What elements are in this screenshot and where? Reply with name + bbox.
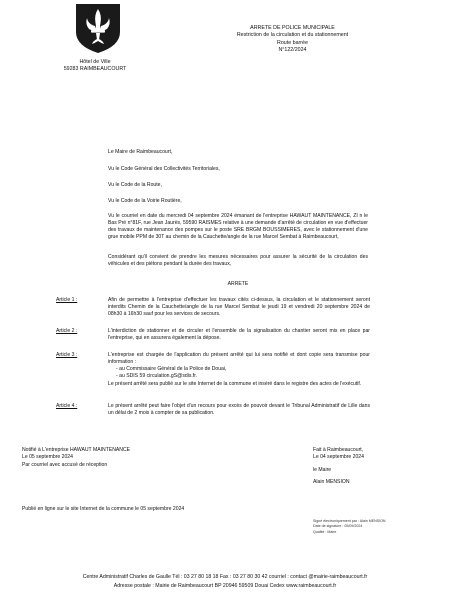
document-subject: Route barrée [277,39,308,46]
publication-notice: Publié en ligne sur le site Internet de la commune le 05 septembre 2024 [22,506,185,512]
document-subtitle: Restriction de la circulation et du stationnement [236,32,349,39]
coat-of-arms-logo [70,2,126,54]
article-3-intro: L'entreprise est chargée de l'application du présent arrêté qui lui sera notifié et dont copie sera transmise pour information : [108,352,370,366]
document-number: N°122/2024 [278,47,307,54]
article-1-label: Article 1 : [56,297,78,303]
signature-name: Alain MENSION [313,479,350,486]
notification-block [22,447,130,469]
page-footer [0,573,450,591]
signature-place: Fait à Raimbeaucourt, [313,447,364,453]
signature-date: Le 04 septembre 2024 [313,454,364,461]
visa-courriel: Vu le courriel en date du mercredi 04 septembre 2024 émanant de l'entreprise HAWAUT MAINTENANCE, ZI n le Bas Pré n°81F, rue Jean Jaurès, 59590 RAISMES relative à une demande d'arrêté de circulation en vue d'effectuer des travaux de maintenance des pompes sur le poste SRE BRGM BOUSSIMERES, avec le stationnement d'une grue mobile PPM de 30T au chemin de la Cauchette/angle de la rue Marcel Sembat à Raimbeaucourt, [108,213,368,241]
article-4-text: Le présent arrêté peut faire l'objet d'un recours pour excès de pouvoir devant le Tribunal Administratif de Lille dans un délai de 2 mois à compter de sa publication. [108,403,370,417]
signature-block [313,447,364,487]
mayor-line: Le Maire de Raimbeaucourt, [108,149,173,155]
article-3-body [108,352,370,388]
footer-contact: Centre Administratif Charles de Gaulle Tél : 03 27 80 18 18 Fax : 03 27 80 30 42 courriel : contact @mairie-raimbeaucourt.fr [82,574,368,580]
esign-signer: Signé électroniquement par : Alain MENSION [313,519,386,523]
town-postcode: 59283 RAIMBEAUCOURT [63,66,127,73]
arrete-title: ARRETE [227,281,249,287]
town-hall-label: Hôtel de Ville [79,59,111,65]
article-3-recipient-police: - au Commissaire Général de la Police de Douai, [116,366,227,373]
town-hall-address [50,59,140,74]
considerant: Considérant qu'il convient de prendre les mesures nécessaires pour assurer la sécurité de la circulation des véhicules et des piétons pendant la durée des travaux, [108,254,368,268]
article-3-recipient-sdis: - au SDIS 59 circulation.gS@sdis.fr. [116,373,198,380]
notification-method: Par courriel avec accusé de réception [22,461,108,468]
esign-quality: Qualité : Maire [313,529,337,534]
notification-recipient: Notifié à L'entreprise HAWAUT MAINTENANCE [22,447,131,453]
document-header [215,25,370,55]
visa-cgct: Vu le Code Général des Collectivités Territoriales, [108,166,220,172]
visa-voirie: Vu le Code de la Voirie Routière, [108,198,182,204]
article-4-label: Article 4 : [56,403,78,409]
signature-role: le Maire [313,466,332,473]
article-2-text: L'interdiction de stationner et de circuler et l'ensemble de la signalisation du chantier seront mis en place par l'entreprise, qui en assurera également la dépose. [108,328,370,342]
article-2-label: Article 2 : [56,328,78,334]
electronic-signature [313,519,386,535]
article-3-label: Article 3 : [56,352,78,358]
article-1-text: Afin de permettre à l'entreprise d'effectuer les travaux cités ci-dessus, la circulation et le stationnement seront interdits Chemin de la Cauchette/angle de la rue Marcel Sembat le jeudi 19 et vendredi 20 septembre 2024 de 08h30 à 16h30 sauf pour les services de secours. [108,297,370,318]
notification-date: Le 05 septembre 2024 [22,454,73,461]
footer-postal: Adresse postale : Mairie de Raimbeaucourt BP 20946 59509 Douai Cedex www.raimbeaucourt.fr [113,582,337,589]
document-title: ARRETE DE POLICE MUNICIPALE [250,25,335,31]
esign-date: Date de signature : 05/09/2024 [313,524,363,529]
visa-code-route: Vu le Code de la Route, [108,182,162,188]
article-3-outro: Le présent arrêté sera publié sur le site Internet de la commune et inséré dans le registre des actes de l'exécutif. [108,380,362,387]
